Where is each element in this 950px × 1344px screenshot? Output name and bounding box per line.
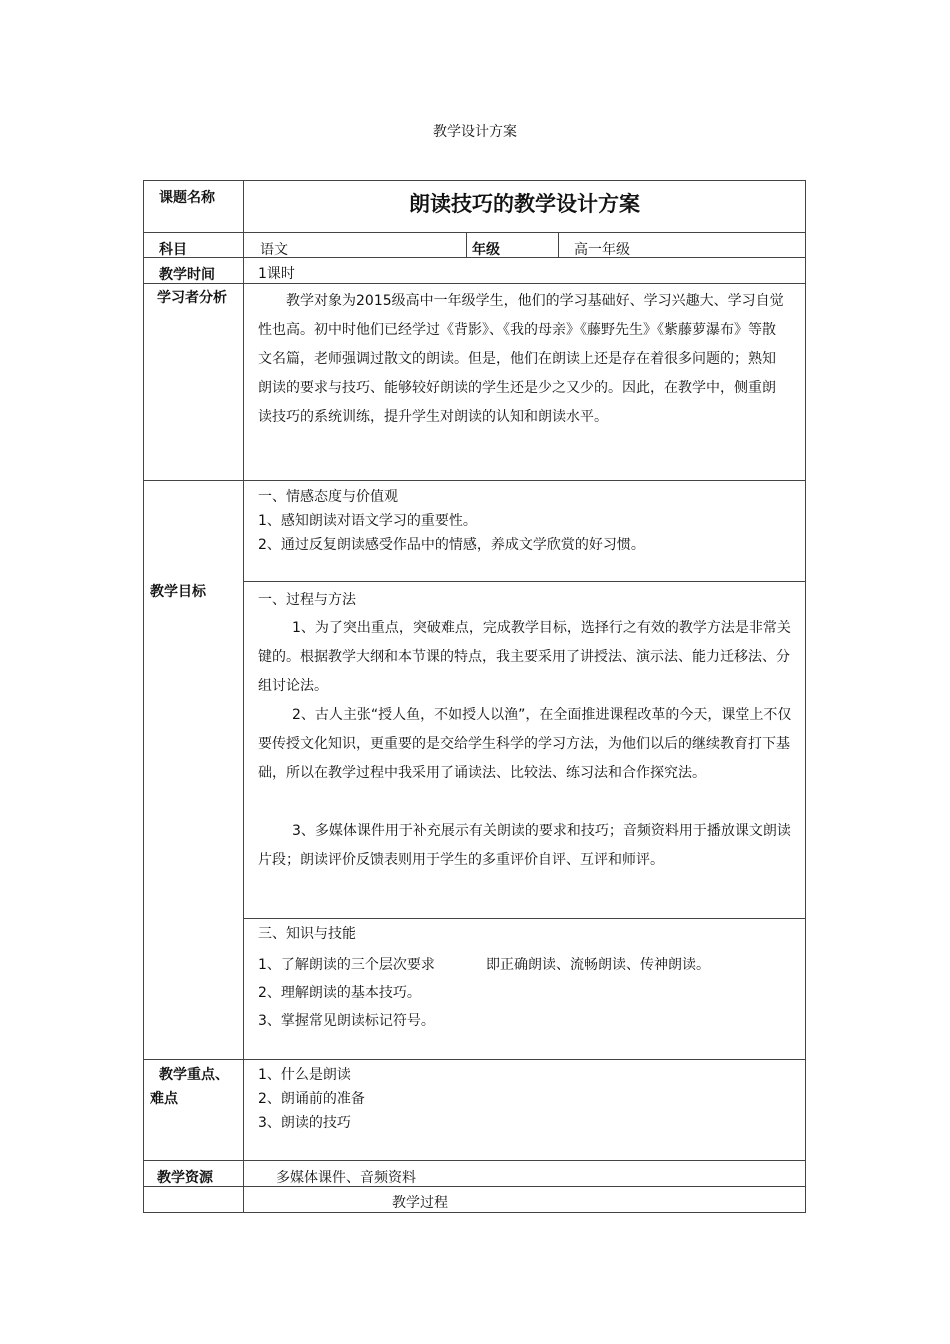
goals-section1-item: 1、感知朗读对语文学习的重要性。 xyxy=(258,513,477,529)
goals-section2-para: 1、为了突出重点，突破难点，完成教学目标，选择行之有效的教学方法是非常关键的。根据教学大纲和本节课的特点，我主要采用了讲授法、演示法、能力迁移法、分组讨论法。 xyxy=(258,620,791,694)
goals-section2-heading: 一、过程与方法 xyxy=(258,592,356,608)
goals-section3-item: 3、掌握常见朗读标记符号。 xyxy=(258,1013,435,1029)
key-points-label-line2: 难点 xyxy=(150,1091,178,1107)
resources-value: 多媒体课件、音频资料 xyxy=(276,1170,416,1186)
time-label: 教学时间 xyxy=(159,267,215,283)
learner-text: 教学对象为2015级高中一年级学生，他们的学习基础好、学习兴趣大、学习自觉性也高。初中时他们已经学过《背影》、《我的母亲》《藤野先生》《紫藤萝瀑布》等散文名篇，老师强调过散文的朗读。但是，他们在朗读上还是存在着很多问题的；熟知朗读的要求与技巧、能够较好朗读的学生还是少之又少的。因此，在教学中，侧重朗读技巧的系统训练，提升学生对朗读的认知和朗读水平。 xyxy=(258,293,784,425)
goals-section3-item: 1、了解朗读的三个层次要求 xyxy=(258,957,435,973)
goals-section1-heading: 一、情感态度与价值观 xyxy=(258,489,398,505)
row-divider xyxy=(143,480,806,481)
goals-section3-item: 2、理解朗读的基本技巧。 xyxy=(258,985,421,1001)
grade-label: 年级 xyxy=(472,242,500,258)
row-divider xyxy=(143,1186,806,1187)
resources-label: 教学资源 xyxy=(157,1170,213,1186)
subject-value: 语文 xyxy=(260,242,288,258)
goals-section2-para: 2、古人主张“授人鱼，不如授人以渔”，在全面推进课程改革的今天，课堂上不仅要传授文化知识，更重要的是交给学生科学的学习方法，为他们以后的继续教育打下基础，所以在教学过程中我采用了诵读法、比较法、练习法和合作探究法。 xyxy=(258,707,792,781)
learner-label: 学习者分析 xyxy=(157,290,227,306)
lesson-plan-table xyxy=(143,180,806,1213)
topic-label: 课题名称 xyxy=(159,190,215,206)
process-label: 教学过程 xyxy=(392,1195,448,1211)
document-title: 教学设计方案 xyxy=(433,124,517,140)
goals-section3-item-detail: 即正确朗读、流畅朗读、传神朗读。 xyxy=(486,957,710,973)
grade-value: 高一年级 xyxy=(574,242,630,258)
key-point-item: 2、朗诵前的准备 xyxy=(258,1091,365,1107)
row-divider xyxy=(143,283,806,284)
goals-section1-item: 2、通过反复朗读感受作品中的情感，养成文学欣赏的好习惯。 xyxy=(258,537,645,553)
goals-label: 教学目标 xyxy=(150,584,206,600)
topic-value: 朗读技巧的教学设计方案 xyxy=(409,192,640,216)
column-divider xyxy=(466,232,467,257)
row-divider xyxy=(143,232,806,233)
column-divider xyxy=(558,232,559,257)
subject-label: 科目 xyxy=(159,242,187,258)
goals-section3-heading: 三、知识与技能 xyxy=(258,926,356,942)
row-divider xyxy=(243,918,806,919)
row-divider xyxy=(143,1160,806,1161)
row-divider xyxy=(243,581,806,582)
time-value: 1课时 xyxy=(258,266,295,282)
key-points-label: 教学重点、 xyxy=(159,1067,229,1083)
goals-section2-para: 3、多媒体课件用于补充展示有关朗读的要求和技巧；音频资料用于播放课文朗读片段；朗读评价反馈表则用于学生的多重评价自评、互评和师评。 xyxy=(258,823,791,868)
row-divider xyxy=(143,1059,806,1060)
key-point-item: 3、朗读的技巧 xyxy=(258,1115,351,1131)
key-point-item: 1、什么是朗读 xyxy=(258,1067,351,1083)
